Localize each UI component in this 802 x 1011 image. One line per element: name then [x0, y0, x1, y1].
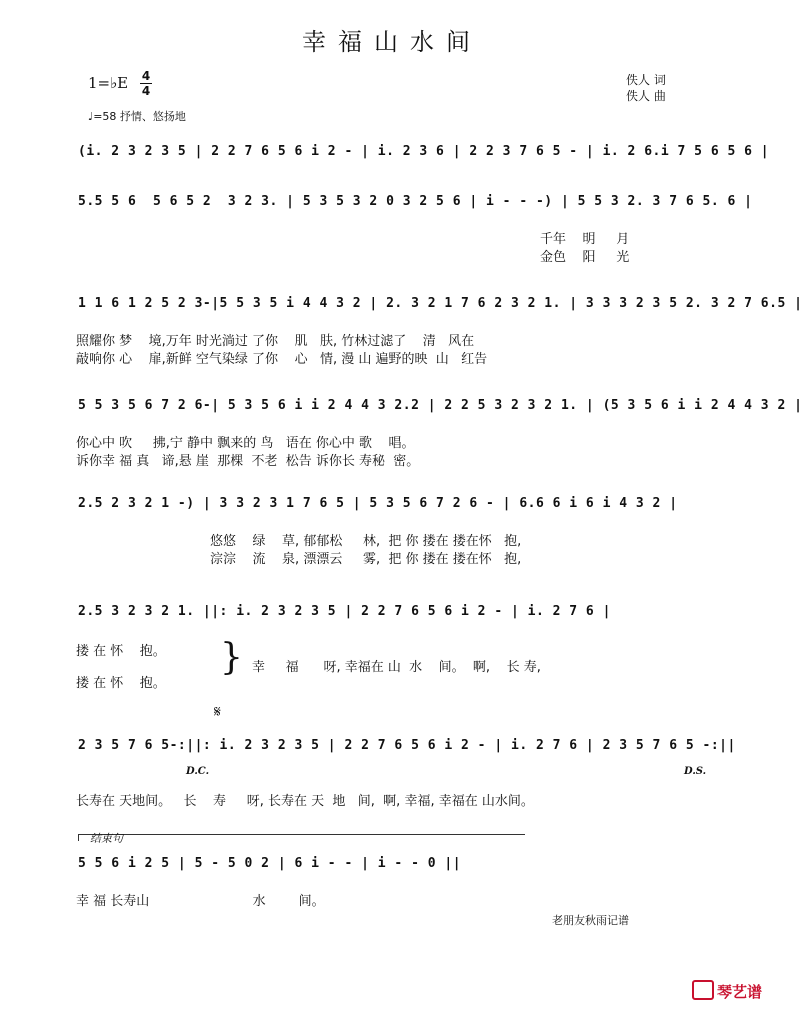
- notation-row-7: 2 3 5 7 6 5-:||: i. 2 3 2 3 5 | 2 2 7 6 5 6 i 2 - | i. 2 7 6 | 2 3 5 7 6 5 -:||: [78, 738, 736, 753]
- lyric-row-2-verse-2: 金色 阳 光: [540, 250, 630, 265]
- site-logo: [692, 980, 762, 1002]
- lyric-row-4-verse-1: 你心中 吹 拂,宁 静中 飘来的 鸟 语在 你心中 歌 唱。: [76, 436, 415, 451]
- lyric-row-6-refrain: 幸 福 呀, 幸福在 山 水 间。 啊, 长 寿,: [252, 660, 541, 675]
- verse-bracket: }: [220, 637, 243, 678]
- lyric-row-5-verse-1: 悠悠 绿 草, 郁郁松 林, 把 你 搂在 搂在怀 抱,: [210, 534, 522, 549]
- meter-top: 4: [141, 69, 151, 83]
- lyric-row-7: 长寿在 天地间。 长 寿 呀, 长寿在 天 地 间, 啊, 幸福, 幸福在 山水间。: [76, 794, 534, 809]
- notation-row-5: 2.5 2 3 2 1 -) | 3 3 2 3 1 7 6 5 | 5 3 5 6 7 2 6 - | 6.6 6 i 6 i 4 3 2 |: [78, 496, 678, 511]
- lyric-row-2-verse-1: 千年 明 月: [540, 232, 630, 247]
- transcriber-credit: 老朋友秋雨记谱: [552, 914, 629, 927]
- segno-icon: 𝄋: [214, 702, 221, 721]
- notation-row-1: (i. 2 3 2 3 5 | 2 2 7 6 5 6 i 2 - | i. 2 3 6 | 2 2 3 7 6 5 - | i. 2 6.i 7 5 6 5 6 |: [78, 144, 770, 159]
- logo-text: 琴艺谱: [717, 983, 763, 1001]
- lyric-row-4-verse-2: 诉你幸 福 真 谛,悬 崖 那棵 不老 松告 诉你长 寿秘 密。: [76, 454, 420, 469]
- credits: [626, 72, 666, 104]
- ending-bracket: [78, 834, 525, 841]
- ending-label: 结束句: [90, 832, 123, 845]
- composer-credit: 佚人 曲: [626, 89, 666, 103]
- notation-row-3: 1 1 6 1 2 5 2 3-|5 5 3 5 i 4 4 3 2 | 2. 3 2 1 7 6 2 3 2 1. | 3 3 3 2 3 5 2. 3 2 7 6.5 |: [78, 296, 802, 311]
- key-signature: 1=♭E: [88, 74, 129, 92]
- lyricist-credit: 佚人 词: [626, 73, 666, 87]
- song-title: 幸福山水间: [302, 28, 482, 56]
- time-signature: [140, 70, 152, 97]
- lyric-row-6-verse-2: 搂 在 怀 抱。: [76, 676, 166, 691]
- lyric-row-3-verse-2: 敲响你 心 扉,新鲜 空气染绿 了你 心 情, 漫 山 遍野的映 山 红告: [76, 352, 488, 367]
- notation-row-2: 5.5 5 6 5 6 5 2 3 2 3. | 5 3 5 3 2 0 3 2 5 6 | i - - -) | 5 5 3 2. 3 7 6 5. 6 |: [78, 194, 753, 209]
- dc-mark: D.C.: [186, 766, 210, 777]
- notation-row-6: 2.5 3 2 3 2 1. ||: i. 2 3 2 3 5 | 2 2 7 6 5 6 i 2 - | i. 2 7 6 |: [78, 604, 611, 619]
- tempo-marking: ♩=58 抒情、悠扬地: [88, 110, 186, 123]
- logo-icon: [692, 980, 714, 1000]
- notation-row-4: 5 5 3 5 6 7 2 6-| 5 3 5 6 i i 2 4 4 3 2.2 | 2 2 5 3 2 3 2 1. | (5 3 5 6 i i 2 4 4 3 2 |: [78, 398, 802, 413]
- meter-bottom: 4: [141, 84, 151, 98]
- lyric-row-ending: 幸 福 长寿山 水 间。: [76, 894, 325, 909]
- ds-mark: D.S.: [684, 766, 707, 777]
- notation-row-ending: 5 5 6 i 2 5 | 5 - 5 0 2 | 6 i - - | i - - 0 ||: [78, 856, 462, 871]
- lyric-row-3-verse-1: 照耀你 梦 境,万年 时光淌过 了你 肌 肤, 竹林过滤了 清 风在: [76, 334, 475, 349]
- lyric-row-6-verse-1: 搂 在 怀 抱。: [76, 644, 166, 659]
- lyric-row-5-verse-2: 淙淙 流 泉, 漂漂云 雾, 把 你 搂在 搂在怀 抱,: [210, 552, 522, 567]
